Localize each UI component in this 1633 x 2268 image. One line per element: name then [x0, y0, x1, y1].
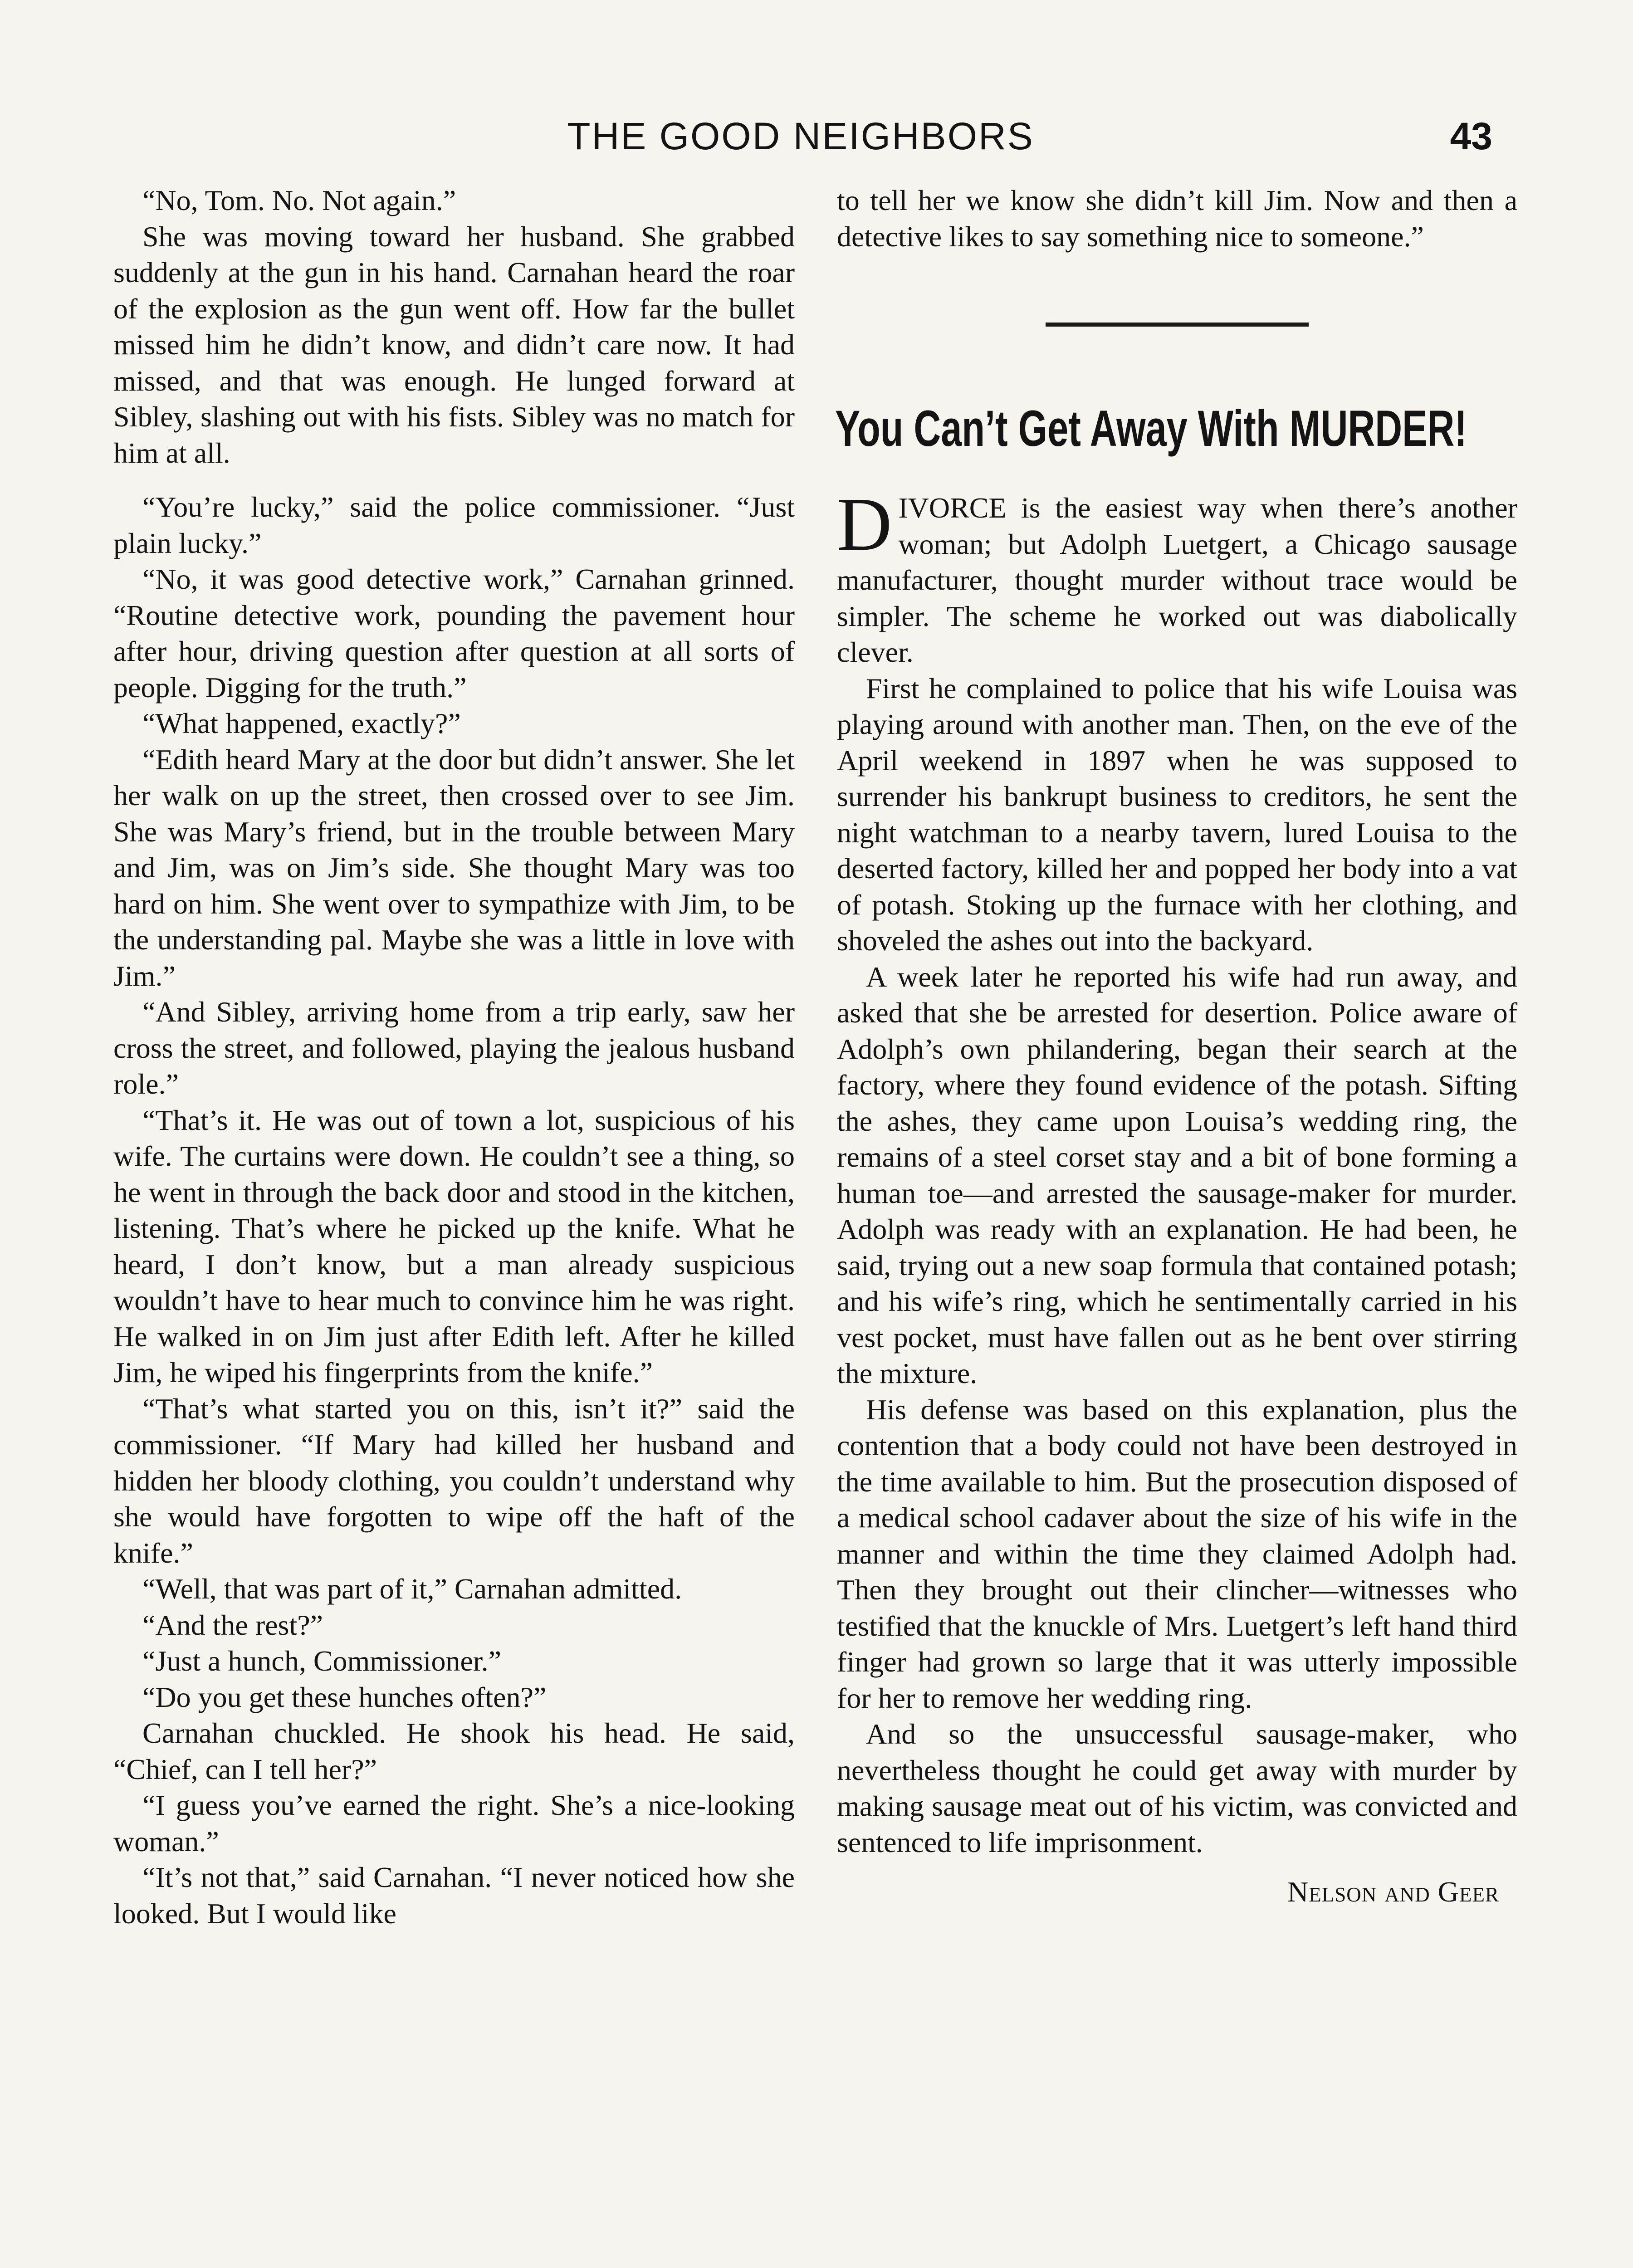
story-paragraph: “No, Tom. No. Not again.” — [142, 184, 456, 216]
story-paragraph: “What happened, exactly?” — [142, 707, 461, 739]
lead-text: IVORCE is the easiest way when there’s another woman; but Adolph Luetgert, a Chicago sausage manufacturer, thought murder without trace would be simpler. The scheme he worked out was diabolically clever. — [837, 492, 1517, 668]
story-paragraph: “I guess you’ve earned the right. She’s a nice-looking woman.” — [113, 1789, 795, 1857]
story-paragraph: “It’s not that,” said Carnahan. “I never noticed how she looked. But I would like — [113, 1861, 795, 1930]
story-paragraph: “That’s it. He was out of town a lot, suspicious of his wife. The curtains were down. He couldn’t see a thing, so he went in through the back door and stood in the kitchen, listening. That’s where he picked up the knife. What he heard, I don’t know, but a man already suspicious wouldn’t have to hear much to convince him he was right. He walked in on Jim just after Edith left. After he killed Jim, he wiped his fingerprints from the knife.” — [113, 1104, 795, 1388]
story-paragraph: “Edith heard Mary at the door but didn’t answer. She let her walk on up the street, then crossed over to see Jim. She was Mary’s friend, but in the trouble between Mary and Jim, was on Jim’s side. She thought Mary was too hard on him. She went over to sympathize with Jim, to be the understanding pal. Maybe she was a little in love with Jim.” — [113, 743, 795, 992]
story-paragraph: “Do you get these hunches often?” — [142, 1681, 547, 1713]
section-divider — [1046, 323, 1309, 327]
story-paragraph: “Just a hunch, Commissioner.” — [142, 1645, 502, 1677]
story-paragraph: “And the rest?” — [142, 1608, 323, 1641]
article-paragraph: First he complained to police that his wife Louisa was playing around with another man. Then, on the eve of the April weekend in 1897 when he was supposed to surrender his bankrupt business to creditors, he sent the night watchman to a nearby tavern, lured Louisa to the deserted factory, killed her and popped her body into a vat of potash. Stoking up the furnace with her clothing, and shoveled the ashes out into the backyard. — [837, 672, 1517, 957]
article-paragraph: His defense was based on this explanation, plus the contention that a body could not have been destroyed in the time available to him. But the prosecution disposed of a medical school cadaver about the size of his wife in the manner and within the time they claimed Adolph had. Then they brought out their clincher—witnesses who testified that the knuckle of Mrs. Luetgert’s left hand third finger had grown so large that it was utterly impossible for her to remove her wedding ring. — [837, 1393, 1517, 1714]
article-paragraph: And so the unsuccessful sausage-maker, who nevertheless thought he could get away with murder by making sausage meat out of his victim, was convicted and sentenced to life imprisonment. — [837, 1718, 1517, 1858]
page-header — [109, 111, 1492, 161]
story-paragraph: “No, it was good detective work,” Carnahan grinned. “Routine detective work, pounding the pavement hour after hour, driving question after question at all sorts of people. Digging for the truth.” — [113, 563, 795, 704]
byline: Nelson and Geer — [1287, 1876, 1499, 1908]
left-column — [113, 182, 795, 1931]
article-title: You Can’t Get Away With MURDER! — [835, 400, 1467, 457]
article-paragraph: A week later he reported his wife had run away, and asked that she be arrested for desertion. Police aware of Adolph’s own philandering, began their search at the factory, where they found evidence of the potash. Sifting the ashes, they came upon Louisa’s wedding ring, the remains of a steel corset stay and a bit of bone forming a human toe—and arrested the sausage-maker for murder. Adolph was ready with an explanation. He had been, he said, trying out a new soap formula that contained potash; and his wife’s ring, which he sentimentally carried in his vest pocket, must have fallen out as he bent over stirring the mixture. — [837, 960, 1517, 1389]
story-paragraph: She was moving toward her husband. She grabbed suddenly at the gun in his hand. Carnahan heard the roar of the explosion as the gun went off. How far the bullet missed him he didn’t know, and didn’t care now. It had missed, and that was enough. He lunged forward at Sibley, slashing out with his fists. Sibley was no match for him at all. — [113, 220, 795, 469]
page-number: 43 — [1450, 115, 1492, 157]
story-paragraph: “That’s what started you on this, isn’t it?” said the commissioner. “If Mary had killed her husband and hidden her bloody clothing, you couldn’t understand why she would have forgotten to wipe off the haft of the knife.” — [113, 1392, 795, 1569]
drop-cap: D — [837, 482, 892, 567]
right-column — [837, 182, 1517, 1910]
article-lead-paragraph — [837, 482, 1517, 670]
story-continuation: to tell her we know she didn’t kill Jim. Now and then a detective likes to say something nice to someone.” — [837, 184, 1517, 253]
story-paragraph: “Well, that was part of it,” Carnahan admitted. — [142, 1573, 682, 1605]
story-paragraph: “You’re lucky,” said the police commissioner. “Just plain lucky.” — [113, 491, 795, 559]
running-head: THE GOOD NEIGHBORS — [567, 115, 1034, 157]
story-paragraph: “And Sibley, arriving home from a trip early, saw her cross the street, and followed, playing the jealous husband role.” — [113, 996, 795, 1100]
story-paragraph: Carnahan chuckled. He shook his head. He said, “Chief, can I tell her?” — [113, 1717, 795, 1785]
